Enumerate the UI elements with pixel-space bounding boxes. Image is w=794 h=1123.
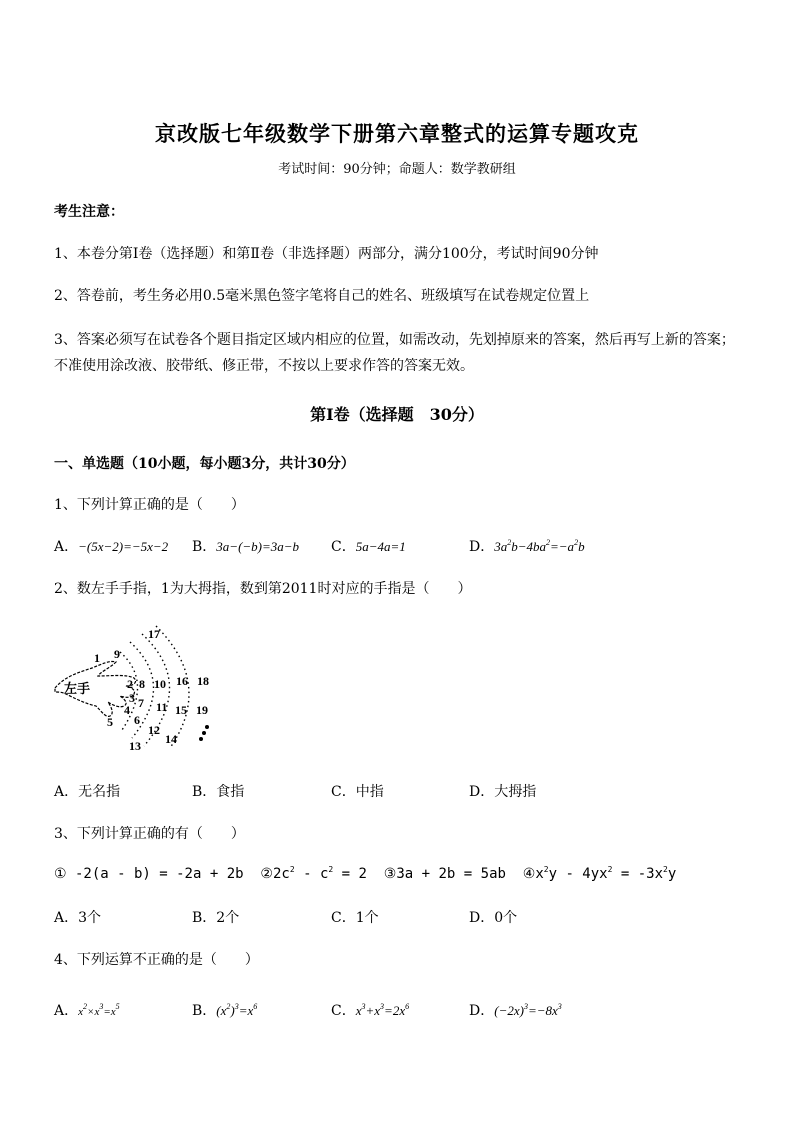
q4-option-a-expr: $x^2\times x^3=x^5$ [78, 1002, 120, 1018]
num-16: 16 [176, 674, 188, 688]
q3-statement-1: ① -2(a - b) = -2a + 2b [54, 866, 244, 882]
num-10: 10 [154, 677, 166, 691]
page-title: 京改版七年级数学下册第六章整式的运算专题攻克 [155, 121, 639, 146]
notice-item-2: 2、答卷前，考生务必用0.5毫米黑色签字笔将自己的姓名、班级填写在试卷规定位置上 [54, 288, 590, 304]
q2-option-a[interactable]: A．无名指 [54, 784, 121, 800]
num-13: 13 [129, 739, 141, 753]
num-5: 5 [107, 715, 113, 729]
num-7: 7 [138, 696, 144, 710]
q4-option-c-label: C． [331, 1003, 356, 1019]
q1-option-a-label: A． [54, 539, 79, 555]
continuation-dots [199, 725, 209, 741]
q3-statement-3: ③3a + 2b = 5ab [383, 866, 506, 882]
q1-option-b-label: B． [192, 539, 217, 555]
q3-statement-4: $④x^2y - 4yx^2 = -3x^2y$ [522, 865, 677, 882]
q1-option-d[interactable] [469, 536, 585, 556]
q1-option-b-expr: 3a−(−b)=3a−b [216, 539, 300, 554]
q3-option-b[interactable]: B．2个 [192, 910, 240, 926]
q3-option-a[interactable]: A．3个 [54, 910, 102, 926]
num-3: 3 [129, 691, 135, 705]
q2-option-d[interactable]: D．大拇指 [469, 784, 537, 800]
num-2: 2 [127, 677, 133, 691]
q1-option-d-expr: $3a^2b-4ba^2=-a^2b$ [494, 538, 585, 554]
q1-option-a[interactable] [54, 536, 168, 556]
q3-statements [54, 866, 676, 882]
q4-option-d-label: D． [469, 1003, 495, 1019]
q4-option-b-expr: $(x^2)^3=x^6$ [216, 1002, 258, 1018]
num-8: 8 [139, 677, 145, 691]
q1-option-b[interactable] [192, 536, 299, 556]
q3-option-c[interactable]: C．1个 [331, 910, 379, 926]
q4-option-b[interactable] [192, 1000, 257, 1020]
q3-statement-2: $②2c^2 - c^2 = 2$ [260, 865, 367, 882]
q1-option-c[interactable] [331, 536, 406, 556]
num-6: 6 [134, 713, 140, 727]
notice-item-3: 3、答案必须写在试卷各个题目指定区域内相应的位置，如需改动，先划掉原来的答案，然后再写上新的答案；不准使用涂改液、胶带纸、修正带，不按以上要求作答的答案无效。 [54, 332, 735, 374]
q1-option-c-label: C． [331, 539, 356, 555]
q4-option-b-label: B． [192, 1003, 217, 1019]
q1-option-c-expr: 5a−4a=1 [355, 539, 406, 554]
q2-option-c[interactable]: C．中指 [331, 784, 384, 800]
num-15: 15 [175, 703, 187, 717]
num-1: 1 [94, 651, 100, 665]
q1-option-d-label: D． [469, 539, 495, 555]
part-heading: 一、单选题（10小题，每小题3分，共计30分） [54, 456, 355, 472]
num-17: 17 [148, 627, 160, 641]
q4-option-a-label: A． [54, 1003, 79, 1019]
q4-option-a[interactable] [54, 1000, 120, 1020]
q4-option-c[interactable] [331, 1000, 409, 1020]
q2-stem: 2、数左手手指，1为大拇指，数到第2011时对应的手指是（ ） [54, 581, 472, 597]
hand-label: 左手 [64, 681, 91, 696]
notice-heading: 考生注意： [54, 204, 124, 220]
num-18: 18 [197, 674, 209, 688]
q3-stem: 3、下列计算正确的有（ ） [54, 826, 245, 842]
num-14: 14 [165, 732, 177, 746]
finger-numbers [94, 627, 209, 753]
q4-option-d-expr: $(-2x)^3=-8x^3$ [494, 1002, 562, 1018]
num-19: 19 [196, 703, 208, 717]
q1-option-a-expr: −(5x−2)=−5x−2 [78, 539, 169, 554]
exam-info: 考试时间：90分钟；命题人：数学教研组 [278, 162, 516, 177]
num-12: 12 [148, 723, 160, 737]
q4-option-d[interactable] [469, 1000, 562, 1020]
num-9: 9 [114, 647, 120, 661]
notice-item-1: 1、本卷分第Ⅰ卷（选择题）和第Ⅱ卷（非选择题）两部分，满分100分，考试时间90分钟 [54, 246, 599, 262]
q1-stem: 1、下列计算正确的是（ ） [54, 497, 245, 513]
q4-option-c-expr: $x^3+x^3=2x^6$ [355, 1002, 410, 1018]
q2-option-b[interactable]: B．食指 [192, 784, 245, 800]
q4-stem: 4、下列运算不正确的是（ ） [54, 952, 259, 968]
section-title: 第Ⅰ卷（选择题 30分） [310, 405, 484, 424]
q3-option-d[interactable]: D．0个 [469, 910, 518, 926]
num-11: 11 [156, 700, 168, 714]
num-4: 4 [124, 703, 130, 717]
hand-counting-figure [50, 620, 230, 755]
